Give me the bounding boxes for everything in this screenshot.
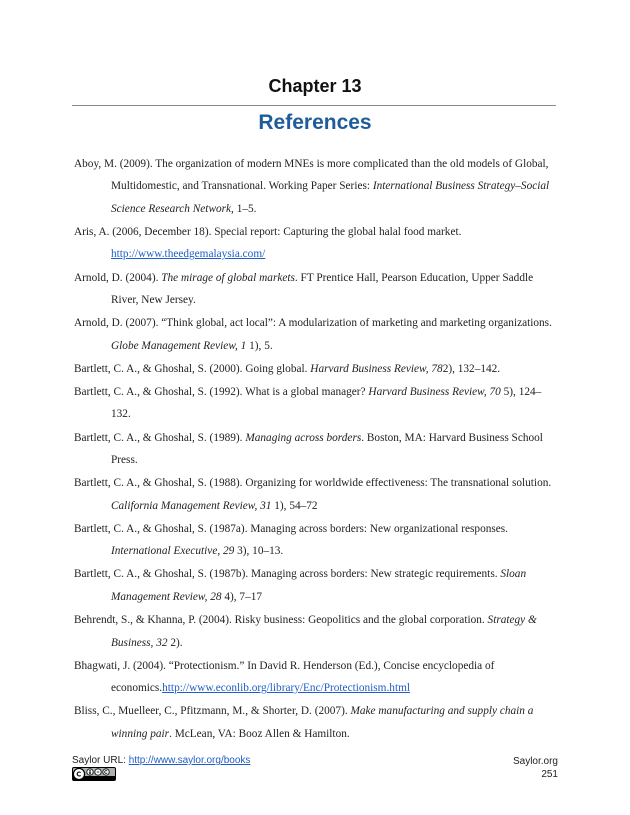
reference-source-title: Harvard Business Review, 78 [310,362,443,375]
reference-link[interactable]: http://www.theedgemalaysia.com/ [111,248,266,261]
reference-entry [74,563,558,608]
reference-source-title: Strategy & Business, 32 [111,614,537,649]
reference-text: Bliss, C., Muelleer, C., Pfitzmann, M., & Shorter, D. (2007). [74,705,351,718]
reference-text: 2). [167,636,183,649]
reference-entry [74,472,558,517]
reference-text: Behrendt, S., & Khanna, P. (2004). Risky business: Geopolitics and the global corporation. [74,614,488,627]
reference-link[interactable]: http://www.econlib.org/library/Enc/Protectionism.html [162,682,411,695]
reference-text: 1), 5. [246,339,273,352]
page-title: References [258,111,372,134]
reference-text: . McLean, VA: Booz Allen & Hamilton. [169,727,350,740]
reference-source-title: Globe Management Review, 1 [111,339,247,352]
reference-text: , 1–5. [231,202,257,215]
reference-entry [74,700,558,745]
reference-entry [74,381,558,426]
reference-text: 1), 54–72 [271,499,318,512]
reference-entry [74,655,558,700]
reference-source-title: Sloan Management Review, 28 [111,568,527,603]
reference-text: 3), 10–13. [234,545,284,558]
footer-url-link[interactable]: http://www.saylor.org/books [128,755,251,766]
reference-source-title: Make manufacturing and supply chain a winning pair [111,705,534,740]
reference-entry [74,312,558,357]
reference-source-title: Managing across borders [245,431,362,444]
reference-source-title: California Management Review, 31 [111,499,272,512]
reference-entry [74,609,558,654]
reference-text: Arnold, D. (2007). “Think global, act local”: A modularization of marketing and marketing organizations. [74,317,552,330]
reference-text: 2), 132–142. [442,362,501,375]
footer-right [513,755,558,781]
reference-text: Bartlett, C. A., & Ghoshal, S. (1992). What is a global manager? [74,386,369,399]
page-number: 251 [541,769,558,780]
cc-by-nc-sa-icon [72,767,116,781]
reference-text: 4), 7–17 [221,590,263,603]
reference-entry [74,358,558,380]
reference-source-title: Harvard Business Review, 70 [368,386,501,399]
footer-url [72,755,250,766]
reference-text: Bartlett, C. A., & Ghoshal, S. (1987a). Managing across borders: New organizational responses. [74,522,509,535]
reference-text: Arnold, D. (2004). [74,271,162,284]
reference-list [74,153,558,746]
reference-entry [74,221,558,266]
reference-source-title: International Executive, 29 [111,545,235,558]
reference-source-title: International Business Strategy–Social Science Research Network [111,180,550,215]
reference-entry [74,427,558,472]
reference-text: . Boston, MA: Harvard Business School Press. [111,431,543,467]
reference-text: Aboy, M. (2009). The organization of modern MNEs is more complicated than the old models of Global, Multidomestic, and Transnational. Working Paper Series: [74,158,549,193]
heading-divider [72,105,556,106]
reference-text: 5), 124–132. [111,386,542,421]
reference-source-title: The mirage of global markets [161,271,295,284]
reference-entry [74,153,558,220]
footer-site: Saylor.org [512,756,558,767]
reference-text: . FT Prentice Hall, Pearson Education, Upper Saddle River, New Jersey. [111,271,534,307]
reference-text: Aris, A. (2006, December 18). Special report: Capturing the global halal food market. [74,226,462,239]
reference-entry [74,267,558,312]
reference-text: Bartlett, C. A., & Ghoshal, S. (2000). Going global. [74,362,311,375]
reference-entry [74,518,558,563]
reference-text: Bhagwati, J. (2004). “Protectionism.” In David R. Henderson (Ed.), Concise encyclopedia of economics. [74,659,495,695]
footer-url-label: Saylor URL: [72,755,129,766]
reference-text: Bartlett, C. A., & Ghoshal, S. (1988). Organizing for worldwide effectiveness: The transnational solution. [74,477,552,490]
reference-text: Bartlett, C. A., & Ghoshal, S. (1989). [74,431,246,444]
chapter-heading: Chapter 13 [268,76,362,96]
reference-text: Bartlett, C. A., & Ghoshal, S. (1987b). Managing across borders: New strategic requirements. [74,568,501,581]
